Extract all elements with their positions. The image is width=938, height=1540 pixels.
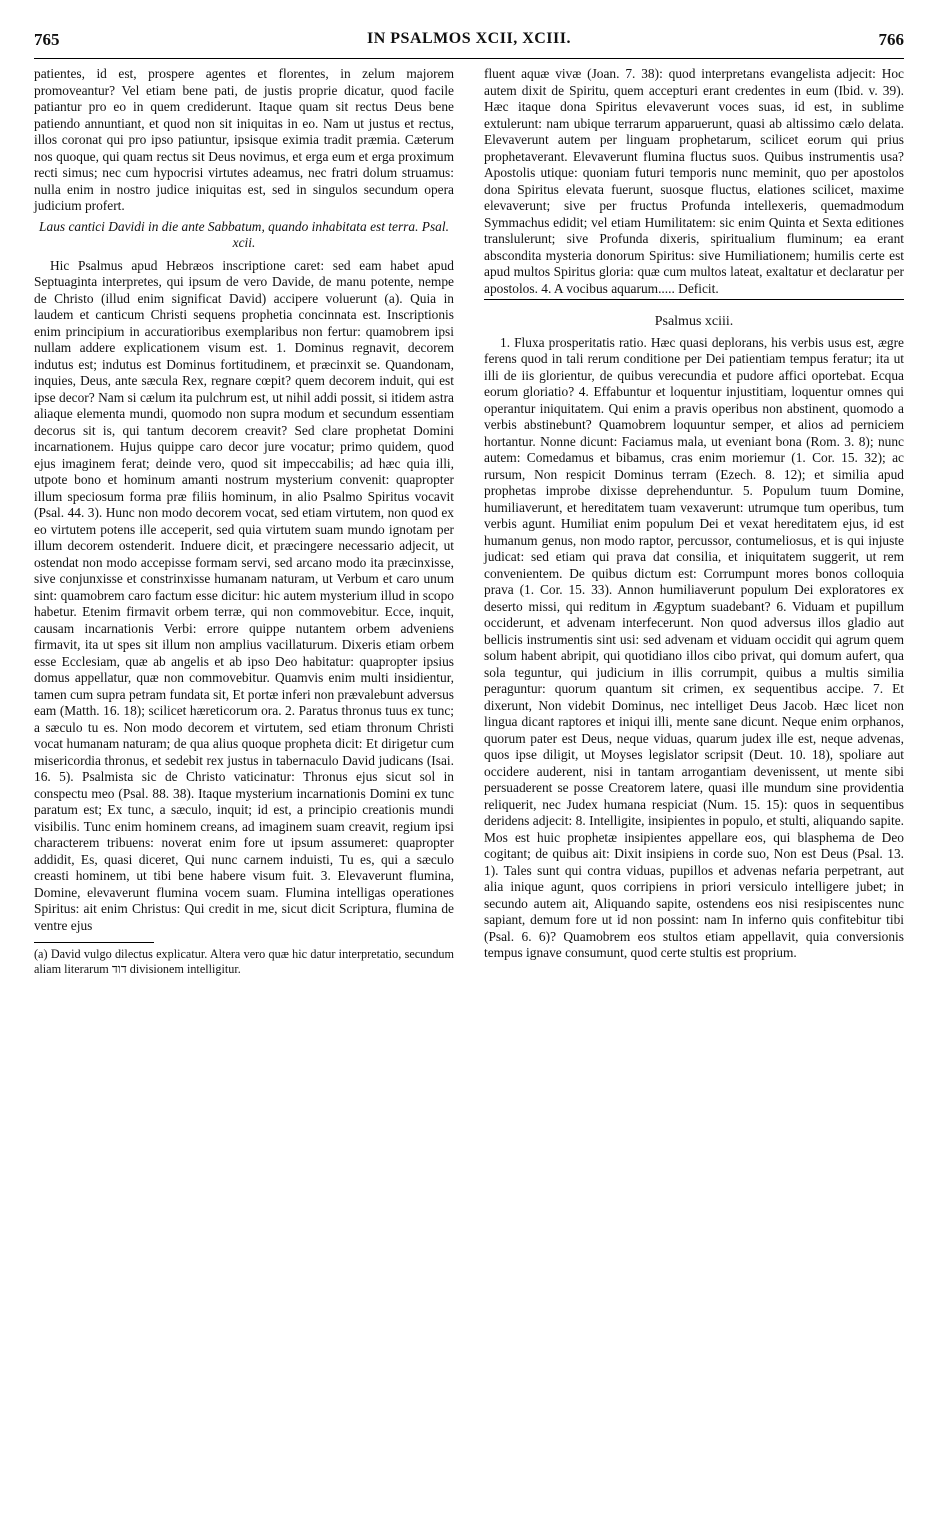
running-title: IN PSALMOS XCII, XCIII. xyxy=(367,30,571,47)
page-number-left: 765 xyxy=(34,30,60,49)
psalm-93-heading: Psalmus xciii. xyxy=(654,314,734,329)
footnote-rule xyxy=(34,942,154,943)
commentary-paragraph: 1. Fluxa prosperitatis ratio. Hæc quasi deplorans, his verbis usus est, ægre ferens quod in tali rerum conditione per Dei patientiam tempus feratur; ita ut illi de iis glorientur, de quibus verecundia et pudore affici oportebat. Ecqua eorum gloriatio? 4. Effabuntur et loquentur injustitiam, loquentur omnes qui operantur iniquitatem. Qui enim a pravis operibus non abstinent, quomodo a verbis abstinebunt? Quamobrem loquuntur semper, et alios ad perniciem hortantur. Nonne dicunt: Faciamus mala, ut eveniant bona (Rom. 3. 8); nunc autem: Comedamus et bibamus, cras enim moriemur (1. Cor. 15. 32); ac rursum, Non respicit Dominus terram (Ezech. 8. 12); et similia apud prophetas improbe dixisse deprehenduntur. 5. Populum tuum Domine, humiliaverunt, et hereditatem tuam vexaverunt: utrumque tum operibus, tum verbis agunt. Humiliat enim populum Dei et vexat hereditatem ejus, id est humanum genus, non modo raptor, percussor, contumeliosus, et is qui injuste judicat: sed etiam qui prava dat consilia, et iniquitatem suggerit, ut rem convenientem. De quibus dictum est: Corrumpunt mores bonos colloquia prava (1. Cor. 15. 33). Annon humiliaverunt populum Dei exploratores ex deserto missi, qui reditum in Ægyptum suadebant? 6. Viduam et pupillum occiderunt, et advenam interfecerunt. Non quod adversus illos gladio aut bellicis instrumentis sint usi: sed advenam et viduam occidit qui agrum quem solum habent abripit, qui quotidiano illos cibo privat, qui domum aufert, qua sola teguntur, qui judicium in illis corrumpit, quibus a multis similia peraguntur: quorum quantum sit crimen, ex sequentibus accipe. 7. Et dixerunt, Non videbit Dominus, nec intelliget Deus Jacob. Hæc licet non lingua dicant raptores et iniqui illi, mente sane dicunt. Neque enim orphanos, quorum pater est Deus, neque viduas, quarum judex ille est, neque advenas, quos ipse diligit, ut Moyses legislator scripsit (Deut. 10. 18), spoliare aut occidere auderent, nisi in tantam arrogantiam devenissent, ut mente sibi persuaderent se posse Creatorem latere, quasi ille mundum sine providentia reliquerit, nec Judex humana respiciat (Num. 15. 15): quos in sequentibus deridens adjecit: 8. Intelligite, insipientes in populo, et stulti, aliquando sapite. Mos est huic prophetæ insipientes appellare eos, qui blasphema de Deo cogitant; de quibus ait: Dixit insipiens in corde suo, Non est Deus (Psal. 13. 1). Tales sunt qui contra viduas, pupillos et advenas nefaria perpetrant, aut alia inique agunt, quos corripiens in priori versiculo intelligere jubet; in secundo autem ait, Aliquando sapite, ostendens eos nisi resipiscentes nunc sapiant, demum fore ut id non possint: nam In inferno quis confitebitur tibi (Psal. 6. 6)? Quamobrem eos stultos etiam appellavit, quia conversionis tempus ignave consumunt, quod certe stultis est proprium. xyxy=(484,334,904,960)
section-rule xyxy=(484,299,904,300)
right-column xyxy=(484,66,904,962)
page-number-right: 766 xyxy=(878,30,904,49)
commentary-paragraph: patientes, id est, prospere agentes et florentes, in zelum majorem promoveantur? Vel etiam bene pati, de justis proprie dicatur, quod facile patiantur pro eo in quem crediderunt. Itaque quam sit rectus Deus bene patiendo annuntiant, et quod non sit iniquitas in eo. Nam ut justus et rectus, illos coronat qui pro ipso patiuntur, ipsisque eximia tradit præmia. Cæterum nos quoque, qui quam rectus sit Deus novimus, et erga eum et erga proximum recti simus; nec cum hypocrisi virtutes adeamus, nec fratri dolum struamus: nulla enim in nostro judice iniquitas est, sed in singulos secundum opera judicium profert. xyxy=(34,66,454,213)
commentary-paragraph: fluent aquæ vivæ (Joan. 7. 38): quod interpretans evangelista adjecit: Hoc autem dixit de Spiritu, quem accepturi erant credentes in eum (Ibid. v. 39). Hæc itaque dona Spiritus elevaverunt voces suas, id est, in sublime extulerunt: nam ubique terrarum apparuerunt, quasi ab altissimo cælo delata. Elevaverunt autem per linguam prophetarum, scilicet eorum qui prius prophetaverant. Elevaverunt flumina fluctus suos. Quibus instrumentis usa? Apostolis utique: quoniam futuri temporis nunc meminit, quo per apostolos dona Spiritus elevata fuerunt, suosque fluctus, elationes scilicet, maxime elevaverunt; sive per fructus Profunda intellexeris, quemadmodum Symmachus edidit; vel etiam Humilitatem: sic enim Quinta et Sexta editiones translulerunt; sive Profunda dixeris, spiritualium fluminum; ea erant abscondita mysteria donorum Spiritus: sive Humiliationem; humilis certe est apud multos Spiritus gloria: quæ cum multos lateat, exaltatur et declaratur per apostolos. 4. A vocibus aquarum..... Deficit. xyxy=(484,66,904,296)
left-column xyxy=(34,66,454,976)
commentary-paragraph: Hic Psalmus apud Hebræos inscriptione caret: sed eam habet apud Septuaginta interpretes, qui ipsum de vero Davide, de manu potente, nempe de Christo (illud enim significat David) accipere voluerunt (a). Quia in laudem et canticum Christi sequens prophetia concinnata est. Inscriptionis enim principium in accuratioribus exemplaribus non fertur: quamobrem ipsi nullam addere explicationem visum est. 1. Dominus regnavit, decorem indutus est; indutus est Dominus fortitudinem, et præcinxit se. Quandonam, inquies, Deus, ante sæcula Rex, regnare cœpit? quem decorem induit, qui est ipse decor? Nam si cælum ita pulchrum est, ut nihil addi possit, si itidem astra aliaque elementa mundi, quomodo non supra modum et secundum essentiam decorus sit is, qui tantum decorem creavit? Sed clare prophetat Domini incarnationem. Hujus quippe caro decor jure vocatur; primo quidem, quod ejus imaginem ferat; deinde vero, quod sit impeccabilis; ad hæc quia illi, utpote bono et hominum amanti nostrum mysterium convenit: quapropter illum speciosum forma præ filiis hominum, in alio Psalmo Spiritus vocavit (Psal. 44. 3). Hunc non modo decorem vocat, sed etiam virtutem, non quod ex eo virtutem potens ille acceperit, sed quia virtutem suam mundo ignotam per illum decorem ostenderit. Induere dicit, et præcingere necessario adjecit, ut ostendat non modo accepisse formam servi, sed arcano modo ita præcinxisse, sive conjunxisse et constrinxisse humanam naturam, ut Verbum et caro unum sint: quamobrem caro factum esse dicitur: hic autem mysterium illud in scopo habetur. Etenim firmavit orbem terræ, qui non commovebitur. Ecce, inquit, causam incarnationis Verbi: errore quippe nutantem orbem adveniens firmavit, ita ut spes sit illum non amplius vacillaturum. Dixeris etiam orbem esse Ecclesiam, quæ ab angelis et ab ipso Deo habitatur: quapropter ipsius domus appellatur, quæ non commovebitur. Quamvis enim multi insidientur, tamen cum supra petram fundata sit, Et portæ inferi non prævalebunt adversus eam (Matth. 16. 18); scilicet hæreticorum ora. 2. Paratus thronus tuus ex tunc; a sæculo tu es. Non modo decorem et virtutem, sed etiam thronum Christi vocat humanam naturam; de qua alius quoque propheta dicit: Et dirigetur cum misericordia thronus, et sedebit rex justus in tabernaculo David judicans (Isai. 16. 5). Psalmista sic de Christo vaticinatur: Thronus ejus sicut sol in conspectu meo (Psal. 88. 38). Itaque mysterium incarnationis Domini ex tunc paratum est; Ex tunc, a sæculo, inquit; id est, a principio creationis mundi visibilis. Tunc enim hominem creans, ad imaginem suam creavit, regium ipsi characterem tribuens: noverat enim fore ut ipsum assumeret: quapropter addidit, Es, quasi diceret, Qui nunc carnem induisti, Tu es, qui a sæculo creasti hominem, ut tibi bene habere visum fuit. 3. Elevaverunt flumina, Domine, elevaverunt flumina vocem suam. Flumina intelligas operationes Spiritus: ait enim Christus: Qui credit in me, sicut dicit Scriptura, flumina de ventre ejus xyxy=(34,257,454,933)
footnote: (a) David vulgo dilectus explicatur. Altera vero quæ hic datur interpretatio, secundum aliam literarum דוד divisionem intelligitur. xyxy=(34,947,454,976)
header-rule xyxy=(34,58,904,59)
page-header xyxy=(34,30,904,54)
psalm-92-heading: Laus cantici Davidi in die ante Sabbatum, quando inhabitata est terra. Psal. xcii. xyxy=(39,218,449,250)
